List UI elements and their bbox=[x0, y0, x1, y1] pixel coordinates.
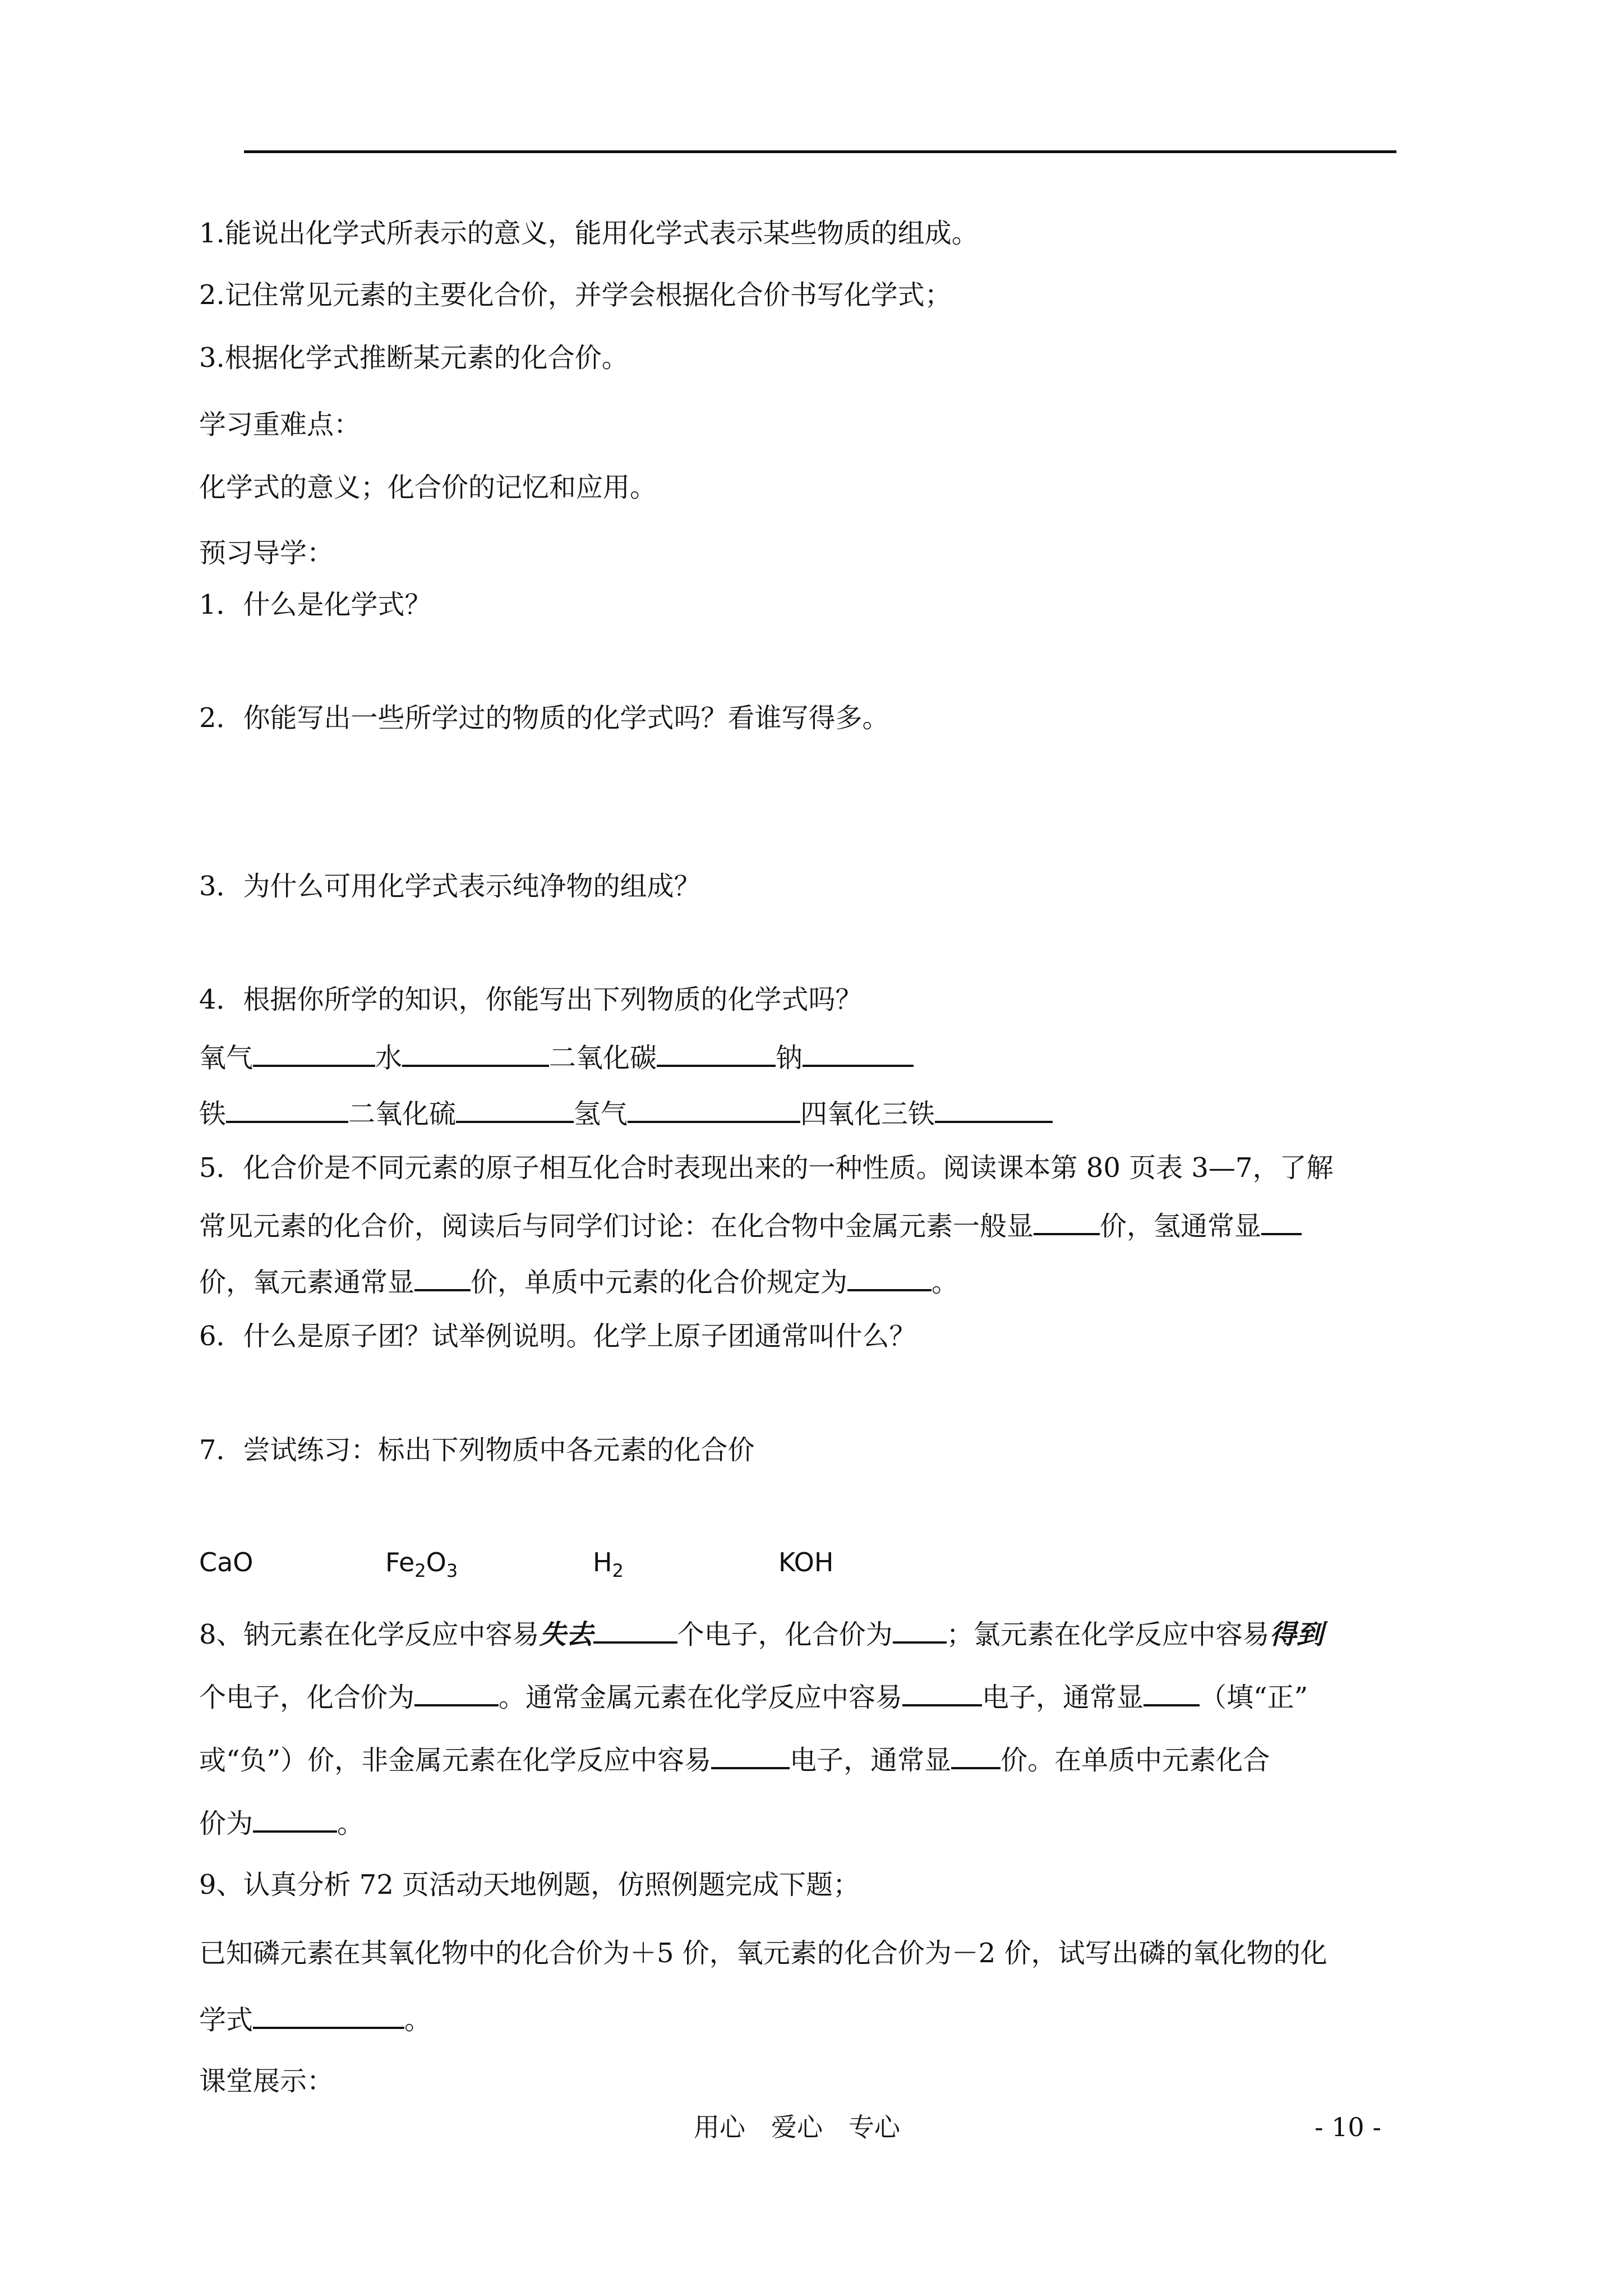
question-9-line-1: 9、认真分析 72 页活动天地例题，仿照例题完成下题； bbox=[199, 1869, 860, 1901]
q8-text-i: 电子，通常显 bbox=[790, 1745, 952, 1776]
question-8-line-3 bbox=[199, 1741, 1270, 1777]
question-5-line-2 bbox=[199, 1207, 1302, 1243]
formula-h-symbol: H bbox=[593, 1547, 612, 1577]
substance-oxygen: 氧气 bbox=[199, 1042, 253, 1074]
q8-text-l: 。 bbox=[337, 1808, 365, 1839]
q8-text-e: 。通常金属元素在化学反应中容易 bbox=[499, 1682, 903, 1713]
substance-carbon-dioxide: 二氧化碳 bbox=[549, 1042, 657, 1074]
question-2: 2．你能写出一些所学过的物质的化学式吗？看谁写得多。 bbox=[199, 702, 889, 734]
q5-text-b: 价，氢通常显 bbox=[1100, 1211, 1262, 1242]
q9-text-b: 。 bbox=[404, 2004, 432, 2036]
objective-2: 2.记住常见元素的主要化合价，并学会根据化合价书写化学式； bbox=[199, 279, 952, 311]
q5-text-c: 价，氧元素通常显 bbox=[199, 1267, 415, 1298]
objective-1: 1.能说出化学式所表示的意义，能用化学式表示某些物质的组成。 bbox=[199, 218, 979, 249]
q8-text-k: 价为 bbox=[199, 1808, 253, 1839]
footer-motto: 用心 爱心 专心 bbox=[694, 2112, 900, 2142]
answer-blank-phosphorus-oxide[interactable] bbox=[253, 2001, 404, 2029]
q8-text-a: 8、钠元素在化学反应中容易 bbox=[199, 1619, 540, 1650]
question-5-line-3 bbox=[199, 1263, 958, 1299]
question-8-line-1 bbox=[199, 1616, 1324, 1651]
q8-text-f: 电子，通常显 bbox=[982, 1682, 1144, 1713]
question-6: 6．什么是原子团？试举例说明。化学上原子团通常叫什么？ bbox=[199, 1320, 916, 1352]
answer-blank-oxygen-valence[interactable] bbox=[414, 1263, 471, 1291]
question-4-row-2 bbox=[199, 1095, 1053, 1131]
formula-h-subscript: 2 bbox=[612, 1560, 624, 1581]
answer-blank-hydrogen[interactable] bbox=[628, 1095, 800, 1123]
question-3: 3．为什么可用化学式表示纯净物的组成？ bbox=[199, 871, 701, 902]
answer-blank-water[interactable] bbox=[402, 1039, 549, 1067]
formula-o-subscript: 3 bbox=[446, 1560, 458, 1581]
question-5-line-1: 5．化合价是不同元素的原子相互化合时表现出来的一种性质。阅读课本第 80 页表 3—7，了解 bbox=[199, 1152, 1334, 1184]
answer-blank-sulfur-dioxide[interactable] bbox=[456, 1095, 574, 1123]
key-points-text: 化学式的意义；化合价的记忆和应用。 bbox=[199, 472, 657, 503]
answer-blank-metal-electrons[interactable] bbox=[902, 1678, 982, 1706]
answer-blank-electrons-lost[interactable] bbox=[593, 1616, 677, 1644]
answer-blank-element-valence-zero[interactable] bbox=[253, 1805, 337, 1833]
answer-blank-metal-sign[interactable] bbox=[1144, 1678, 1200, 1706]
answer-blank-iron[interactable] bbox=[226, 1095, 348, 1123]
class-display-heading: 课堂展示： bbox=[199, 2065, 334, 2097]
question-8-line-2 bbox=[199, 1678, 1308, 1714]
substance-hydrogen: 氢气 bbox=[574, 1098, 628, 1130]
answer-blank-sodium[interactable] bbox=[803, 1039, 914, 1067]
q8-text-b: 个电子，化合价为 bbox=[677, 1619, 893, 1650]
answer-blank-nonmetal-sign[interactable] bbox=[951, 1741, 1000, 1769]
q8-text-j: 价。在单质中元素化合 bbox=[1000, 1745, 1270, 1776]
substance-iron: 铁 bbox=[199, 1098, 227, 1130]
formula-cao: CaO bbox=[199, 1547, 253, 1577]
question-7: 7．尝试练习：标出下列物质中各元素的化合价 bbox=[199, 1434, 755, 1466]
question-9-line-3 bbox=[199, 2001, 431, 2037]
q8-text-c: ；氯元素在化学反应中容易 bbox=[946, 1619, 1270, 1650]
q5-text-d: 价，单质中元素的化合价规定为 bbox=[471, 1267, 848, 1298]
q5-text-e: 。 bbox=[932, 1267, 959, 1298]
q5-text-a: 常见元素的化合价，阅读后与同学们讨论：在化合物中金属元素一般显 bbox=[199, 1211, 1034, 1242]
answer-blank-iron-oxide[interactable] bbox=[935, 1095, 1053, 1123]
answer-blank-element-valence[interactable] bbox=[847, 1263, 932, 1291]
preview-heading: 预习导学： bbox=[199, 537, 334, 569]
formula-fe-symbol: Fe bbox=[385, 1547, 415, 1577]
key-points-heading: 学习重难点： bbox=[199, 409, 361, 440]
objective-3: 3.根据化学式推断某元素的化合价。 bbox=[199, 342, 629, 374]
q8-emphasis-gain: 得到 bbox=[1269, 1619, 1324, 1650]
answer-blank-oxygen[interactable] bbox=[253, 1039, 375, 1067]
q8-text-h: 或“负”）价，非金属元素在化学反应中容易 bbox=[199, 1745, 712, 1776]
q8-text-d: 个电子，化合价为 bbox=[199, 1682, 415, 1713]
formula-h2 bbox=[593, 1545, 624, 1579]
substance-iron-oxide: 四氧化三铁 bbox=[800, 1098, 935, 1130]
q9-text-a: 学式 bbox=[199, 2004, 253, 2036]
formula-fe2o3 bbox=[385, 1545, 458, 1579]
q8-text-g: （填“正” bbox=[1200, 1682, 1308, 1713]
formula-fe-subscript: 2 bbox=[414, 1560, 426, 1581]
answer-blank-sodium-valence[interactable] bbox=[893, 1616, 947, 1644]
formula-o-symbol: O bbox=[426, 1547, 446, 1577]
page-number: - 10 - bbox=[1315, 2112, 1381, 2142]
header-rule bbox=[244, 150, 1396, 153]
substance-sulfur-dioxide: 二氧化硫 bbox=[348, 1098, 457, 1130]
question-4-row-1 bbox=[199, 1039, 914, 1075]
answer-blank-hydrogen-valence[interactable] bbox=[1261, 1207, 1302, 1235]
formula-koh: KOH bbox=[778, 1547, 834, 1577]
substance-water: 水 bbox=[375, 1042, 403, 1074]
answer-blank-carbon-dioxide[interactable] bbox=[657, 1039, 776, 1067]
answer-blank-metal-valence[interactable] bbox=[1034, 1207, 1100, 1235]
question-1: 1．什么是化学式？ bbox=[199, 589, 432, 620]
answer-blank-nonmetal-electrons[interactable] bbox=[711, 1741, 790, 1769]
question-8-line-4 bbox=[199, 1805, 364, 1841]
question-9-line-2: 已知磷元素在其氧化物中的化合价为＋5 价，氧元素的化合价为－2 价，试写出磷的氧化物的化 bbox=[199, 1938, 1327, 1969]
question-4: 4．根据你所学的知识，你能写出下列物质的化学式吗？ bbox=[199, 984, 863, 1015]
q8-emphasis-lose: 失去 bbox=[539, 1619, 593, 1650]
substance-sodium: 钠 bbox=[776, 1042, 803, 1074]
answer-blank-chlorine-valence[interactable] bbox=[414, 1678, 499, 1706]
